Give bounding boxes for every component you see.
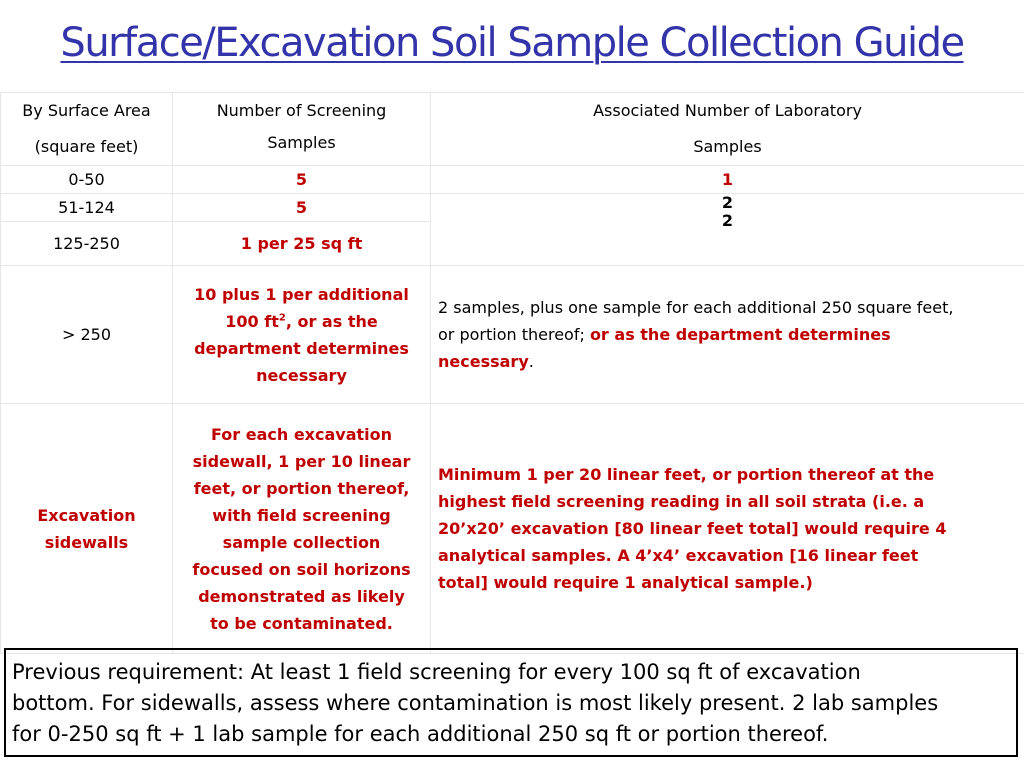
header-screening-line2: Samples [267,133,336,152]
lab-text: or portion thereof; [438,325,590,344]
screening-line [176,308,427,335]
lab-line: 2 samples, plus one sample for each additional 250 square feet, [438,298,954,317]
lab-value-bottom: 2 [721,211,734,230]
lab-value-top: 2 [721,193,734,212]
lab-line: 20’x20’ excavation [80 linear feet total] would require 4 [438,519,947,538]
screening-line: with field screening [212,505,391,525]
header-lab-line2: Samples [693,137,762,156]
note-line: for 0-250 sq ft + 1 lab sample for each additional 250 sq ft or portion thereof. [12,722,829,746]
screening-line: For each excavation [210,424,393,444]
screening-cell: 1 per 25 sq ft [173,222,431,266]
screening-line: 10 plus 1 per additional [194,284,409,304]
lab-cell [431,404,1024,654]
screening-line: sample collection [222,532,381,552]
table-header-row [1,93,1024,166]
lab-emphasis: or as the department determines [589,325,891,344]
page-title: Surface/Excavation Soil Sample Collection Guide [60,20,964,66]
table-row [1,166,1024,194]
area-cell: 0-50 [1,166,173,194]
area-cell: > 250 [1,266,173,404]
header-screening-line1: Number of Screening [216,101,387,120]
screening-cell: 5 [173,166,431,194]
lab-line: highest field screening reading in all soil strata (i.e. a [438,492,925,511]
area-line: Excavation [37,505,136,525]
screening-text: , or as the [285,311,378,331]
area-cell: 51-124 [1,194,173,222]
lab-cell: 1 [431,166,1024,194]
screening-cell [173,266,431,404]
lab-line: analytical samples. A 4’x4’ excavation [16 linear feet [438,546,919,565]
lab-cell [431,266,1024,404]
area-cell: 125-250 [1,222,173,266]
header-surface-area-line1: By Surface Area [22,101,151,120]
screening-line: to be contaminated. [210,613,393,633]
header-lab-line1: Associated Number of Laboratory [593,101,862,120]
lab-line: Minimum 1 per 20 linear feet, or portion thereof at the [438,465,935,484]
table-row [1,266,1024,404]
lab-line: total] would require 1 analytical sample.) [438,573,813,592]
lab-cell [431,194,1024,266]
sample-guide-table [0,92,1024,654]
table-row [1,194,1024,222]
header-lab-samples [431,93,1024,166]
lab-line [438,321,1021,348]
superscript: 2 [278,312,286,324]
screening-line: focused on soil horizons [192,559,411,579]
area-cell [1,404,173,654]
screening-line: sidewall, 1 per 10 linear [192,451,411,471]
screening-cell: 5 [173,194,431,222]
lab-emphasis: necessary [438,352,529,371]
lab-line [438,348,1021,375]
screening-line: feet, or portion thereof, [193,478,410,498]
table-row [1,404,1024,654]
lab-text: . [528,352,534,371]
screening-line: necessary [256,365,347,385]
note-line: bottom. For sidewalls, assess where contamination is most likely present. 2 lab samples [12,691,939,715]
header-surface-area-line2: (square feet) [34,137,139,156]
area-line: sidewalls [44,532,129,552]
screening-line: demonstrated as likely [198,586,405,606]
screening-text: 100 ft [225,311,279,331]
screening-cell [173,404,431,654]
header-screening-samples [173,93,431,166]
header-surface-area [1,93,173,166]
note-line: Previous requirement: At least 1 field screening for every 100 sq ft of excavation [12,660,861,684]
previous-requirement-note [4,648,1018,757]
screening-line: department determines [194,338,409,358]
